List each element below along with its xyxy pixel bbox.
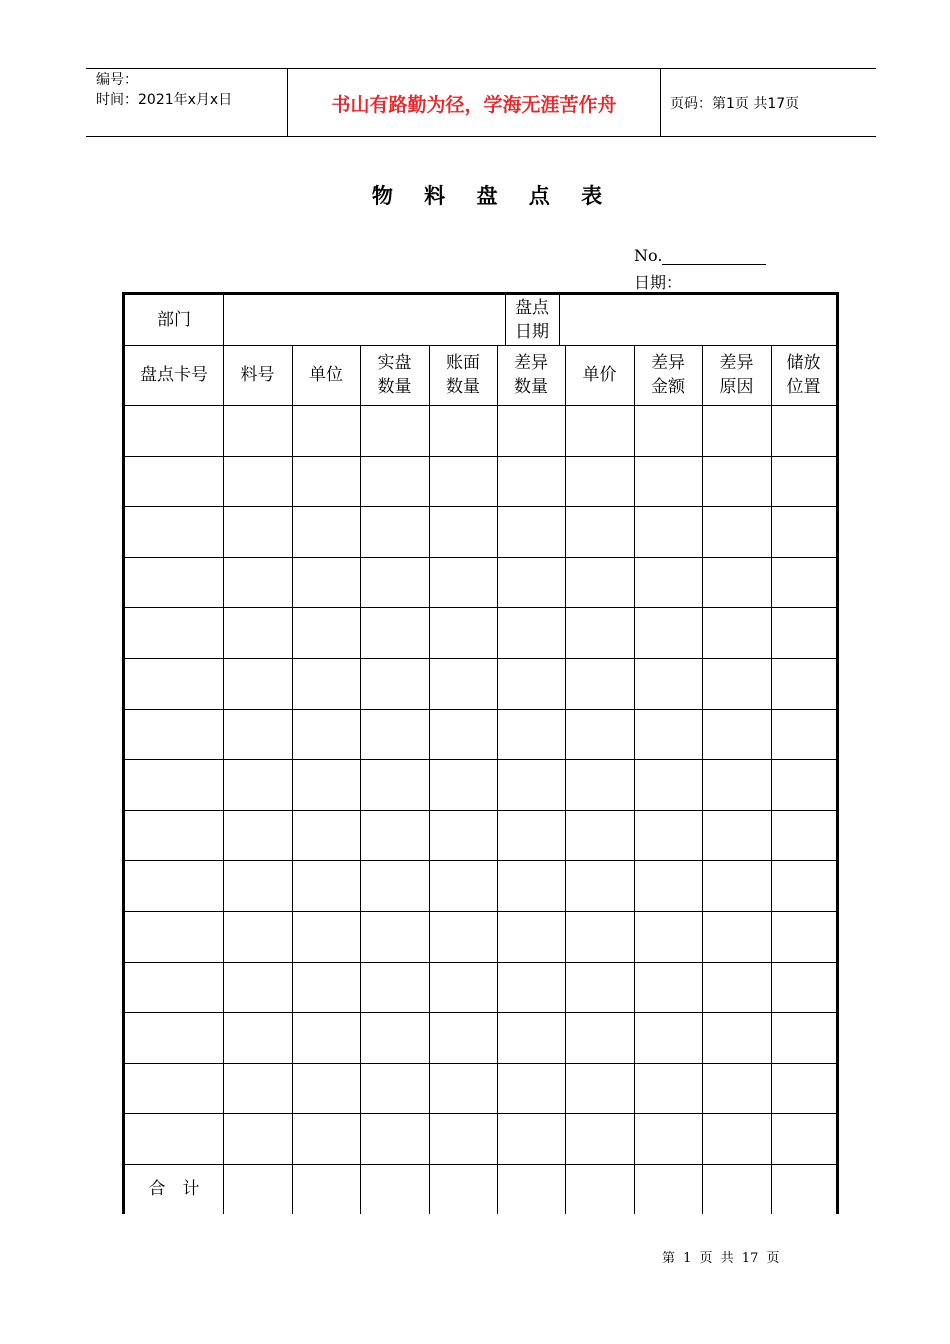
table-cell[interactable] (223, 506, 292, 557)
table-cell[interactable] (565, 506, 634, 557)
table-cell[interactable] (360, 810, 429, 860)
table-cell[interactable] (360, 860, 429, 911)
table-cell[interactable] (223, 405, 292, 456)
column-header: 料号 (240, 365, 275, 385)
form-date-label: 日期： (634, 273, 683, 292)
table-cell[interactable] (702, 709, 771, 759)
table-cell[interactable] (634, 709, 702, 759)
table-cell[interactable] (429, 1113, 497, 1164)
table-cell[interactable] (771, 557, 836, 607)
dept-field[interactable] (223, 295, 505, 345)
form-number (634, 246, 766, 265)
table-cell[interactable] (702, 1012, 771, 1063)
form-date (634, 270, 768, 293)
column-header: 差异 金额 (651, 353, 685, 397)
total-cell[interactable] (634, 1164, 702, 1214)
table-cell[interactable] (125, 860, 223, 911)
table-cell[interactable] (429, 1063, 497, 1113)
table-cell[interactable] (429, 1012, 497, 1063)
table-cell[interactable] (565, 658, 634, 709)
table-cell[interactable] (771, 658, 836, 709)
table-cell[interactable] (429, 557, 497, 607)
table-cell[interactable] (702, 1063, 771, 1113)
table-cell[interactable] (702, 759, 771, 810)
form-number-field[interactable] (662, 248, 766, 265)
table-cell[interactable] (634, 759, 702, 810)
table-cell[interactable] (771, 1063, 836, 1113)
header-page-info: 页码：第1页 共17页 (670, 96, 800, 112)
table-cell[interactable] (125, 658, 223, 709)
table-cell[interactable] (292, 709, 360, 759)
table-cell[interactable] (125, 405, 223, 456)
table-cell[interactable] (565, 759, 634, 810)
table-cell[interactable] (497, 962, 565, 1012)
total-cell[interactable] (702, 1164, 771, 1214)
table-cell[interactable] (292, 607, 360, 658)
table-cell[interactable] (771, 709, 836, 759)
table-cell[interactable] (360, 962, 429, 1012)
table-cell[interactable] (429, 658, 497, 709)
table-cell[interactable] (702, 405, 771, 456)
table-cell[interactable] (702, 1113, 771, 1164)
page-footer: 第 1 页 共 17 页 (662, 1251, 780, 1266)
table-cell[interactable] (292, 860, 360, 911)
dept-label: 部门 (157, 310, 191, 330)
table-cell[interactable] (497, 759, 565, 810)
table-cell[interactable] (634, 1113, 702, 1164)
column-header: 单位 (309, 365, 343, 385)
table-cell[interactable] (702, 962, 771, 1012)
total-cell[interactable] (429, 1164, 497, 1214)
table-cell[interactable] (429, 506, 497, 557)
table-cell[interactable] (634, 911, 702, 962)
table-cell[interactable] (702, 911, 771, 962)
table-cell[interactable] (771, 962, 836, 1012)
table-cell[interactable] (292, 557, 360, 607)
column-header: 单价 (582, 365, 617, 385)
table-cell[interactable] (223, 1063, 292, 1113)
table-cell[interactable] (360, 658, 429, 709)
table-cell[interactable] (771, 405, 836, 456)
table-cell[interactable] (771, 860, 836, 911)
total-label: 合 计 (148, 1179, 200, 1199)
table-cell[interactable] (497, 607, 565, 658)
table-cell[interactable] (360, 1113, 429, 1164)
column-header: 盘点卡号 (140, 365, 208, 385)
total-cell[interactable] (497, 1164, 565, 1214)
table-cell[interactable] (702, 658, 771, 709)
table-cell[interactable] (565, 860, 634, 911)
table-cell[interactable] (771, 607, 836, 658)
total-cell[interactable] (360, 1164, 429, 1214)
table-cell[interactable] (771, 1113, 836, 1164)
table-cell[interactable] (429, 456, 497, 506)
column-header: 账面 数量 (446, 353, 480, 397)
table-cell[interactable] (565, 709, 634, 759)
table-cell[interactable] (702, 810, 771, 860)
table-cell[interactable] (360, 506, 429, 557)
table-cell[interactable] (634, 456, 702, 506)
table-cell[interactable] (634, 405, 702, 456)
column-header: 实盘 数量 (377, 353, 412, 397)
check-date-label: 盘点 日期 (515, 298, 549, 342)
table-cell[interactable] (292, 405, 360, 456)
table-cell[interactable] (634, 962, 702, 1012)
table-cell[interactable] (702, 607, 771, 658)
table-cell[interactable] (360, 759, 429, 810)
table-cell[interactable] (125, 557, 223, 607)
column-header: 差异 数量 (514, 353, 548, 397)
table-cell[interactable] (634, 860, 702, 911)
table-cell[interactable] (565, 557, 634, 607)
table-cell[interactable] (565, 911, 634, 962)
table-cell[interactable] (771, 759, 836, 810)
table-cell[interactable] (360, 607, 429, 658)
table-cell[interactable] (360, 405, 429, 456)
table-cell[interactable] (702, 456, 771, 506)
table-cell[interactable] (292, 506, 360, 557)
table-cell[interactable] (292, 962, 360, 1012)
table-cell[interactable] (497, 860, 565, 911)
table-cell[interactable] (292, 658, 360, 709)
header-motto: 书山有路勤为径，学海无涯苦作舟 (331, 94, 617, 116)
table-cell[interactable] (771, 506, 836, 557)
total-cell[interactable] (565, 1164, 634, 1214)
table-cell[interactable] (223, 658, 292, 709)
table-cell[interactable] (360, 911, 429, 962)
serial-label: 编号： (96, 72, 138, 88)
table-cell[interactable] (771, 810, 836, 860)
table-cell[interactable] (223, 709, 292, 759)
table-cell[interactable] (292, 1113, 360, 1164)
table-cell[interactable] (360, 557, 429, 607)
header-left-block (96, 70, 232, 110)
table-cell[interactable] (223, 860, 292, 911)
table-cell[interactable] (497, 506, 565, 557)
table-cell[interactable] (292, 1063, 360, 1113)
page-title: 物 料 盘 点 表 (371, 184, 615, 208)
table-cell[interactable] (223, 557, 292, 607)
table-cell[interactable] (429, 759, 497, 810)
table-cell[interactable] (429, 709, 497, 759)
table-cell[interactable] (497, 658, 565, 709)
table-cell[interactable] (497, 709, 565, 759)
table-cell[interactable] (125, 456, 223, 506)
table-cell[interactable] (497, 456, 565, 506)
table-cell[interactable] (125, 911, 223, 962)
table-cell[interactable] (702, 506, 771, 557)
table-cell[interactable] (125, 1063, 223, 1113)
table-cell[interactable] (360, 1012, 429, 1063)
table-cell[interactable] (497, 405, 565, 456)
table-cell[interactable] (125, 810, 223, 860)
table-cell[interactable] (497, 810, 565, 860)
table-cell[interactable] (292, 911, 360, 962)
total-cell[interactable] (292, 1164, 360, 1214)
table-cell[interactable] (429, 962, 497, 1012)
table-cell[interactable] (771, 456, 836, 506)
table-cell[interactable] (223, 1113, 292, 1164)
table-cell[interactable] (429, 810, 497, 860)
table-cell[interactable] (634, 810, 702, 860)
table-cell[interactable] (429, 607, 497, 658)
table-cell[interactable] (125, 1113, 223, 1164)
table-cell[interactable] (223, 1012, 292, 1063)
table-cell[interactable] (125, 709, 223, 759)
table-cell[interactable] (125, 1012, 223, 1063)
table-cell[interactable] (497, 1113, 565, 1164)
time-label: 时间：2021年x月x日 (96, 92, 233, 108)
table-cell[interactable] (497, 1012, 565, 1063)
table-cell[interactable] (360, 456, 429, 506)
table-cell[interactable] (565, 405, 634, 456)
table-cell[interactable] (634, 607, 702, 658)
table-cell[interactable] (223, 607, 292, 658)
table-cell[interactable] (292, 1012, 360, 1063)
table-cell[interactable] (223, 456, 292, 506)
column-header: 差异 原因 (719, 353, 754, 397)
table-cell[interactable] (634, 1063, 702, 1113)
table-cell[interactable] (497, 557, 565, 607)
table-cell[interactable] (223, 810, 292, 860)
table-cell[interactable] (292, 456, 360, 506)
table-cell[interactable] (771, 1012, 836, 1063)
table-cell[interactable] (125, 759, 223, 810)
total-cell[interactable] (223, 1164, 292, 1214)
table-cell[interactable] (565, 1113, 634, 1164)
table-cell[interactable] (565, 962, 634, 1012)
header-bottom-rule (86, 136, 876, 137)
table-cell[interactable] (223, 911, 292, 962)
table-cell[interactable] (429, 405, 497, 456)
table-cell[interactable] (497, 911, 565, 962)
table-cell[interactable] (565, 456, 634, 506)
table-cell[interactable] (223, 759, 292, 810)
check-date-field[interactable] (559, 295, 836, 345)
table-cell[interactable] (634, 506, 702, 557)
table-cell[interactable] (771, 911, 836, 962)
table-cell[interactable] (565, 1012, 634, 1063)
header-top-rule (86, 68, 876, 69)
table-cell[interactable] (702, 860, 771, 911)
header-divider (660, 68, 661, 136)
table-cell[interactable] (223, 962, 292, 1012)
table-cell[interactable] (702, 557, 771, 607)
table-cell[interactable] (125, 506, 223, 557)
table-cell[interactable] (634, 1012, 702, 1063)
table-cell[interactable] (565, 607, 634, 658)
table-cell[interactable] (429, 860, 497, 911)
table-cell[interactable] (497, 1063, 565, 1113)
table-cell[interactable] (125, 962, 223, 1012)
table-cell[interactable] (292, 810, 360, 860)
form-number-label: No. (634, 246, 663, 265)
column-header: 储放 位置 (786, 353, 821, 397)
form-date-field[interactable] (682, 276, 768, 293)
table-cell[interactable] (634, 658, 702, 709)
table-cell[interactable] (429, 911, 497, 962)
table-cell[interactable] (125, 607, 223, 658)
table-cell[interactable] (360, 709, 429, 759)
table-cell[interactable] (360, 1063, 429, 1113)
table-cell[interactable] (565, 810, 634, 860)
table-cell[interactable] (565, 1063, 634, 1113)
total-cell[interactable] (771, 1164, 836, 1214)
table-cell[interactable] (292, 759, 360, 810)
table-cell[interactable] (634, 557, 702, 607)
